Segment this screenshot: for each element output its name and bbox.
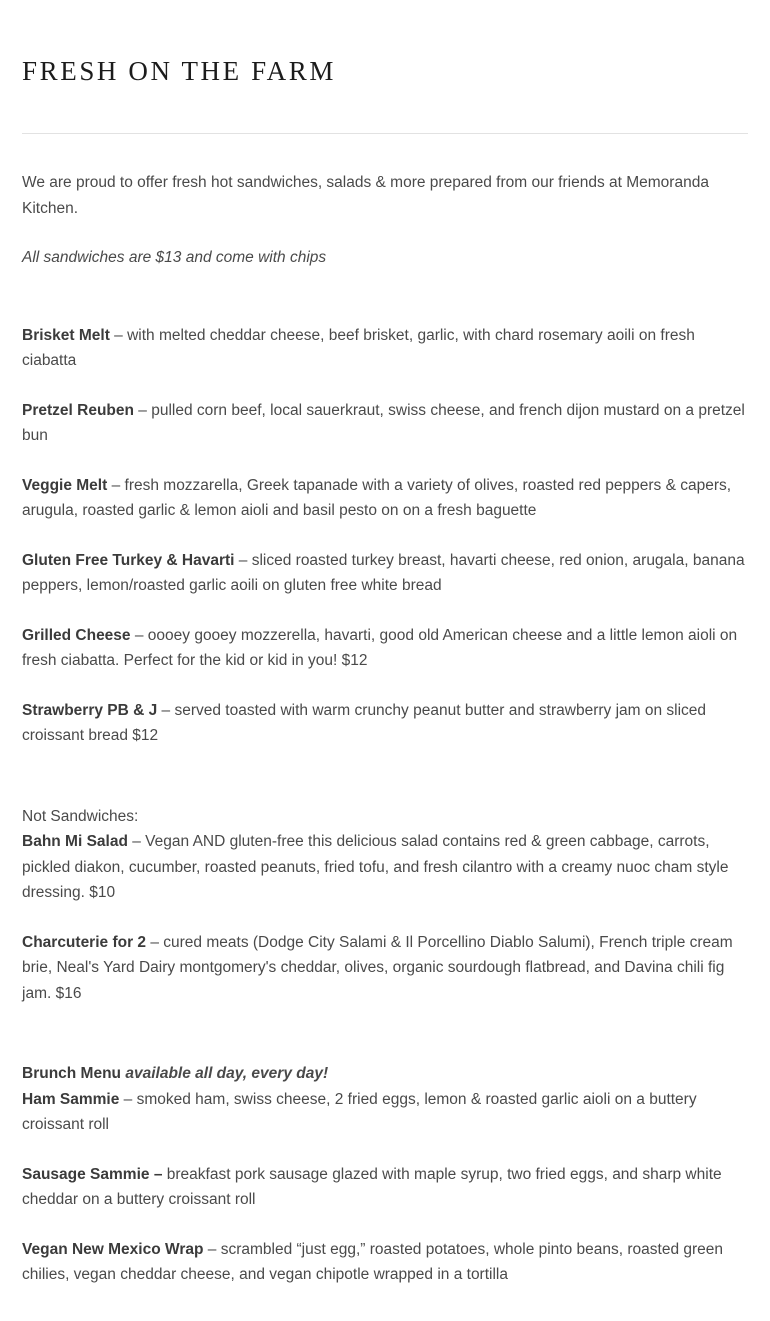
sandwich-list [22, 323, 748, 749]
section-spacer-sandwiches [22, 271, 748, 323]
not-sandwiches-list [22, 829, 748, 1006]
section-spacer-brunch [22, 1006, 748, 1061]
menu-content [22, 134, 748, 1288]
menu-item-description: – pulled corn beef, local sauerkraut, swiss cheese, and french dijon mustard on a pretzel bun [22, 401, 745, 445]
brunch-list [22, 1087, 748, 1288]
menu-item-description: – scrambled “just egg,” roasted potatoes, whole pinto beans, roasted green chilies, vegan cheddar cheese, and vegan chipotle wrapped in a tortilla [22, 1240, 724, 1284]
menu-item [22, 1237, 748, 1288]
menu-item-name: Brisket Melt [22, 326, 110, 344]
brunch-heading [22, 1061, 748, 1087]
page-title: FRESH ON THE FARM [22, 56, 337, 86]
menu-item-name: Vegan New Mexico Wrap [22, 1240, 204, 1258]
menu-item-name: Pretzel Reuben [22, 401, 134, 419]
menu-item [22, 1162, 748, 1213]
menu-item [22, 623, 748, 674]
not-sandwiches-label: Not Sandwiches: [22, 807, 139, 825]
menu-item [22, 930, 748, 1007]
menu-item-name: Gluten Free Turkey & Havarti [22, 551, 235, 569]
menu-item [22, 548, 748, 599]
menu-item-name: Ham Sammie [22, 1090, 120, 1108]
menu-item-description: – Vegan AND gluten-free this delicious salad contains red & green cabbage, carrots, pickled diakon, cucumber, roasted peanuts, fried tofu, and fresh cilantro with a creamy nuoc cham style dressing. $10 [22, 833, 729, 902]
menu-item-name: Bahn Mi Salad [22, 833, 128, 851]
section-spacer-not-sandwiches [22, 749, 748, 804]
menu-item [22, 698, 748, 749]
brunch-availability-note: available all day, every day! [125, 1065, 329, 1083]
menu-item [22, 1087, 748, 1138]
brunch-menu-label: Brunch Menu [22, 1065, 122, 1083]
menu-item-description: – sliced roasted turkey breast, havarti cheese, red onion, arugala, banana peppers, lemon/roasted garlic aoili on gluten free white bread [22, 551, 745, 595]
menu-item-description: – cured meats (Dodge City Salami & Il Porcellino Diablo Salumi), French triple cream brie, Neal's Yard Dairy montgomery's cheddar, olives, organic sourdough flatbread, and Davina chili fig jam. $16 [22, 933, 733, 1002]
menu-item-description: – served toasted with warm crunchy peanut butter and strawberry jam on sliced croissant bread $12 [22, 701, 707, 745]
price-note [22, 245, 748, 271]
menu-item-description: – fresh mozzarella, Greek tapanade with a variety of olives, roasted red peppers & capers, arugula, roasted garlic & lemon aioli and basil pesto on on a fresh baguette [22, 476, 732, 520]
menu-item-name: Charcuterie for 2 [22, 933, 147, 951]
menu-item-name: Strawberry PB & J [22, 701, 158, 719]
menu-item [22, 473, 748, 524]
menu-item [22, 829, 748, 906]
menu-item-description: – with melted cheddar cheese, beef brisket, garlic, with chard rosemary aoili on fresh ciabatta [22, 326, 695, 370]
menu-item-name: Sausage Sammie – [22, 1165, 163, 1183]
menu-item [22, 398, 748, 449]
menu-item-description: – smoked ham, swiss cheese, 2 fried eggs, lemon & roasted garlic aioli on a buttery croissant roll [22, 1090, 697, 1134]
intro-paragraph [22, 170, 748, 221]
menu-item [22, 323, 748, 374]
intro-text: We are proud to offer fresh hot sandwiches, salads & more prepared from our friends at Memoranda Kitchen. [22, 174, 709, 217]
price-note-text: All sandwiches are $13 and come with chips [22, 249, 327, 267]
menu-item-name: Grilled Cheese [22, 626, 131, 644]
menu-item-description: – oooey gooey mozzerella, havarti, good old American cheese and a little lemon aioli on fresh ciabatta. Perfect for the kid or kid in you! $12 [22, 626, 738, 670]
not-sandwiches-heading [22, 804, 748, 830]
menu-item-name: Veggie Melt [22, 476, 108, 494]
menu-item-description: breakfast pork sausage glazed with maple syrup, two fried eggs, and sharp white cheddar on a buttery croissant roll [22, 1165, 722, 1209]
